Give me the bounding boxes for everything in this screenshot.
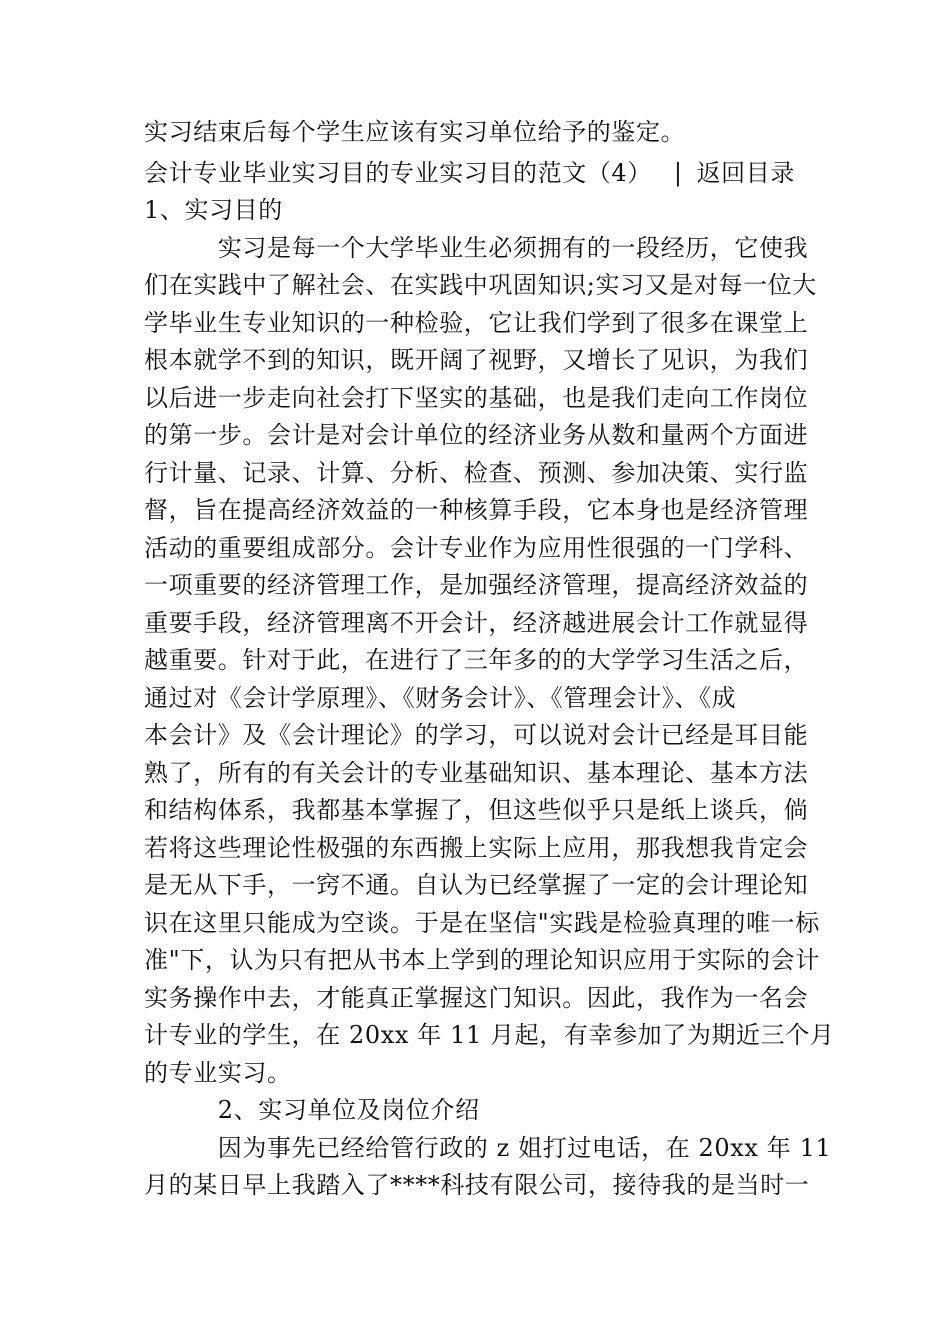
paragraph-line: 活动的重要组成部分。会计专业作为应用性很强的一门学科、 [144, 534, 809, 562]
paragraph-line: 若将这些理论性极强的东西搬上实际上应用，那我想我肯定会 [144, 834, 809, 862]
paragraph-line: 们在实践中了解社会、在实践中巩固知识;实习又是对每一位大 [144, 271, 817, 299]
paragraph-line: 本会计》及《会计理论》的学习，可以说对会计已经是耳目能 [144, 721, 809, 749]
paragraph-line: 根本就学不到的知识，既开阔了视野，又增长了见识，为我们 [144, 346, 809, 374]
paragraph-line: 准"下，认为只有把从书本上学到的理论知识应用于实际的会计 [144, 946, 820, 974]
paragraph-line: 以后进一步走向社会打下坚实的基础，也是我们走向工作岗位 [144, 384, 809, 412]
paragraph-line: 的专业实习。 [144, 1059, 292, 1087]
section-heading [144, 155, 844, 191]
paragraph-line: 重要手段，经济管理离不开会计，经济越进展会计工作就显得 [144, 609, 809, 637]
text-line: 实习结束后每个学生应该有实习单位给予的鉴定。 [144, 118, 686, 146]
paragraph-line: 的第一步。会计是对会计单位的经济业务从数和量两个方面进 [144, 421, 809, 449]
paragraph-line: 学毕业生专业知识的一种检验，它让我们学到了很多在课堂上 [144, 309, 809, 337]
section-title: 1、实习目的 [144, 196, 283, 224]
paragraph-line: 识在这里只能成为空谈。于是在坚信"实践是检验真理的唯一标 [144, 909, 820, 937]
paragraph-line: 越重要。针对于此，在进行了三年多的的大学学习生活之后， [144, 646, 809, 674]
paragraph-line: 因为事先已经给管行政的 z 姐打过电话，在 20xx 年 11 [144, 1134, 832, 1162]
paragraph-line: 月的某日早上我踏入了****科技有限公司，接待我的是当时一 [144, 1171, 810, 1199]
paragraph-line: 和结构体系，我都基本掌握了，但这些似乎只是纸上谈兵，倘 [144, 796, 809, 824]
heading-title: 会计专业毕业实习目的专业实习目的范文（4） [144, 159, 652, 187]
heading-separator: | [673, 159, 683, 187]
back-to-contents-link[interactable]: 返回目录 [696, 159, 795, 187]
paragraph-line: 通过对《会计学原理》、《财务会计》、《管理会计》、《成 [144, 684, 737, 712]
paragraph-line: 是无从下手，一窍不通。自认为已经掌握了一定的会计理论知 [144, 871, 809, 899]
paragraph-line: 计专业的学生，在 20xx 年 11 月起，有幸参加了为期近三个月 [144, 1021, 835, 1049]
section-title: 2、实习单位及岗位介绍 [144, 1096, 480, 1124]
paragraph-line: 实务操作中去，才能真正掌握这门知识。因此，我作为一名会 [144, 984, 809, 1012]
paragraph-line: 行计量、记录、计算、分析、检查、预测、参加决策、实行监 [144, 459, 809, 487]
paragraph-line: 督，旨在提高经济效益的一种核算手段，它本身也是经济管理 [144, 496, 809, 524]
paragraph-line: 熟了，所有的有关会计的专业基础知识、基本理论、基本方法 [144, 759, 809, 787]
paragraph-line: 实习是每一个大学毕业生必须拥有的一段经历，它使我 [144, 234, 809, 262]
paragraph-line: 一项重要的经济管理工作，是加强经济管理，提高经济效益的 [144, 571, 809, 599]
